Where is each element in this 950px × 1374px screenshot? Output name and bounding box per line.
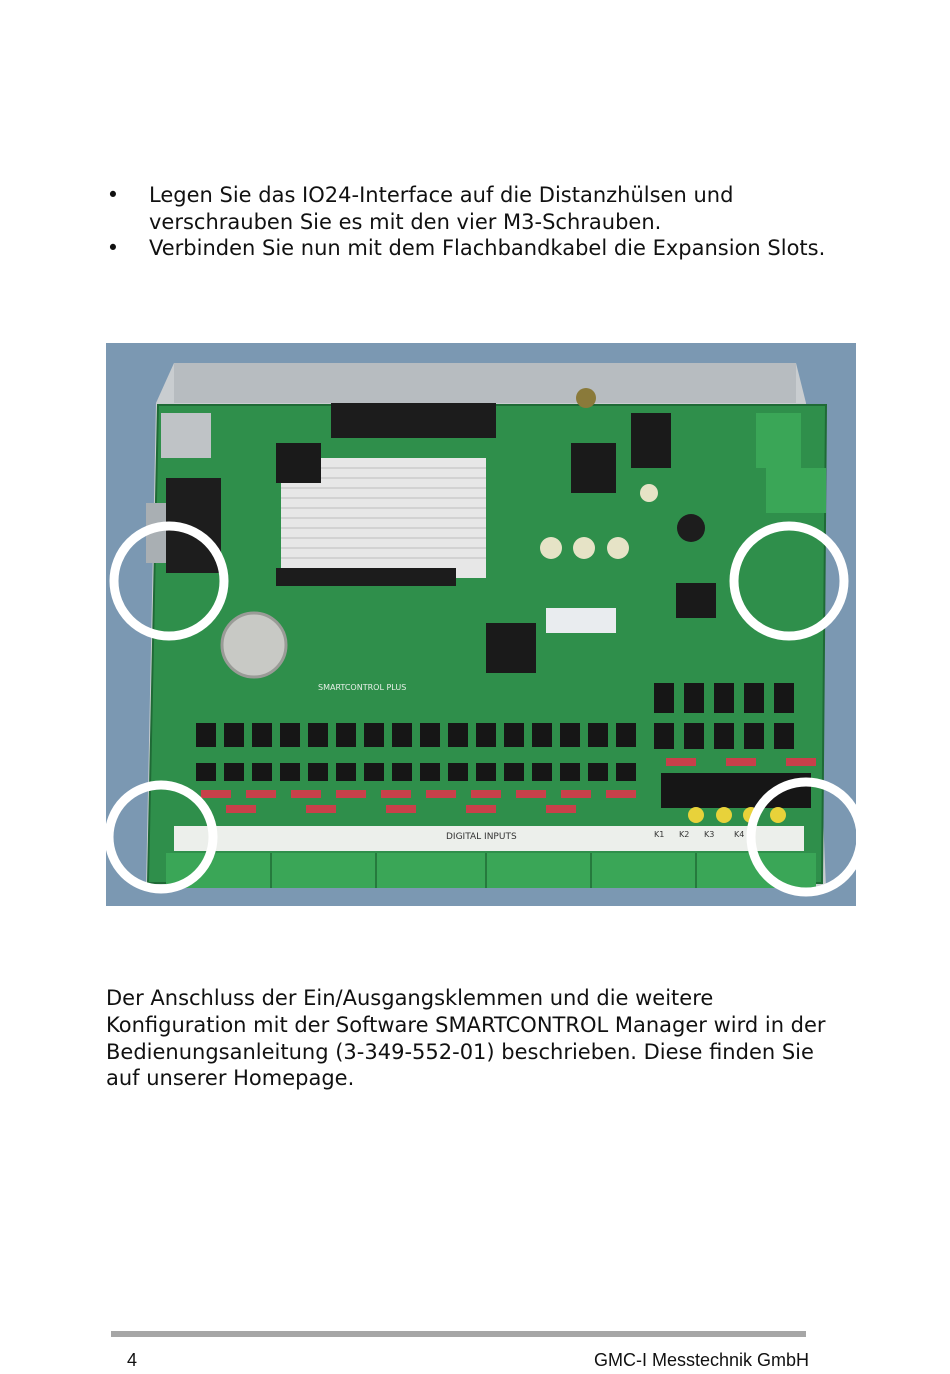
relay-label: K4 bbox=[734, 830, 745, 839]
bullet-icon: • bbox=[106, 183, 120, 207]
circuit-board-photo bbox=[106, 343, 856, 906]
bullet-icon: • bbox=[106, 236, 120, 260]
circuit-board-illustration bbox=[106, 343, 856, 906]
list-item bbox=[106, 182, 826, 235]
relay-label: K1 bbox=[654, 830, 665, 839]
body-paragraph: Der Anschluss der Ein/Ausgangsklemmen und die weitere Konfiguration mit der Software SMARTCONTROL Manager wird in der Bedienungsanleitung (3-349-552-01) beschrieben. Diese finden Sie auf unserer Homepage. bbox=[106, 986, 826, 1091]
page-number: 4 bbox=[127, 1350, 138, 1370]
relay-label: K2 bbox=[679, 830, 690, 839]
relay-label: K3 bbox=[704, 830, 715, 839]
bullet-text: Legen Sie das IO24-Interface auf die Distanzhülsen und verschrauben Sie es mit den vier M3-Schrauben. bbox=[149, 183, 734, 234]
company-name: GMC-I Messtechnik GmbH bbox=[593, 1350, 809, 1370]
strip-label: DIGITAL INPUTS bbox=[446, 832, 517, 842]
board-label: SMARTCONTROL PLUS bbox=[318, 683, 407, 692]
footer-rule bbox=[111, 1331, 806, 1337]
instruction-list bbox=[106, 182, 826, 262]
list-item bbox=[106, 235, 826, 262]
bullet-text: Verbinden Sie nun mit dem Flachbandkabel die Expansion Slots. bbox=[149, 236, 826, 260]
